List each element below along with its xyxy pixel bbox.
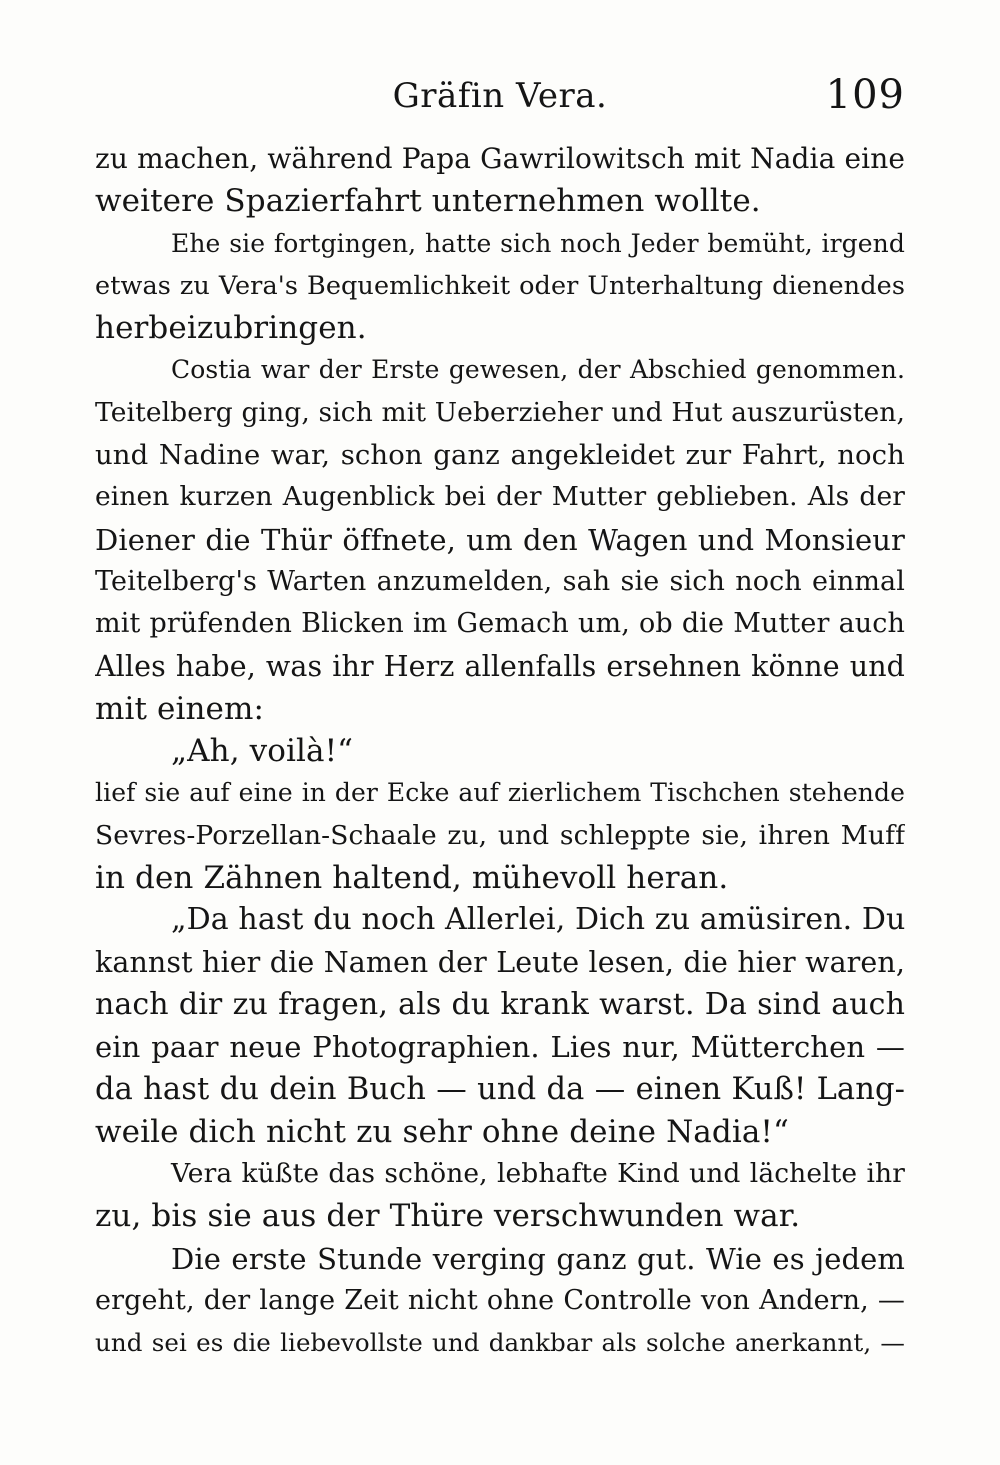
text-line: etwas zu Vera's Bequemlichkeit oder Unterhaltung dienendes	[95, 270, 905, 301]
body-text	[95, 138, 905, 1365]
text-line: „Da hast du noch Allerlei, Dich zu amüsiren. Du	[171, 902, 905, 938]
text-line: Vera küßte das schöne, lebhafte Kind und lächelte ihr	[171, 1158, 905, 1190]
text-line: Teitelberg's Warten anzumelden, sah sie sich noch einmal	[95, 565, 905, 597]
text-line: da hast du dein Buch — und da — einen Kuß! Lang-	[95, 1071, 905, 1107]
text-line: Teitelberg ging, sich mit Ueberzieher und Hut auszurüsten,	[95, 396, 905, 428]
text-line: Diener die Thür öffnete, um den Wagen und Monsieur	[95, 522, 905, 557]
text-line: zu machen, während Papa Gawrilowitsch mit Nadia eine	[95, 142, 905, 175]
running-title: Gräfin Vera.	[392, 76, 608, 116]
text-line: weile dich nicht zu sehr ohne deine Nadia!“	[95, 1113, 789, 1150]
page-number: 109	[825, 72, 905, 118]
text-line: nach dir zu fragen, als du krank warst. Da sind auch	[95, 986, 905, 1022]
text-line: und Nadine war, schon ganz angekleidet zur Fahrt, noch	[95, 439, 905, 472]
text-line: kannst hier die Namen der Leute lesen, die hier waren,	[95, 945, 905, 979]
running-head	[95, 68, 905, 118]
text-line: ein paar neue Photographien. Lies nur, Mütterchen —	[95, 1030, 905, 1065]
text-line: Sevres-Porzellan-Schaale zu, und schleppte sie, ihren Muff	[95, 819, 905, 851]
text-line: weitere Spazierfahrt unternehmen wollte.	[95, 183, 761, 220]
text-line: in den Zähnen haltend, mühevoll heran.	[95, 860, 729, 897]
text-line: mit einem:	[95, 690, 265, 727]
text-line: zu, bis sie aus der Thüre verschwunden war.	[95, 1198, 801, 1235]
text-line: ergeht, der lange Zeit nicht ohne Controlle von Andern, —	[95, 1285, 905, 1317]
text-line: mit prüfenden Blicken im Gemach um, ob die Mutter auch	[95, 608, 905, 640]
text-line: lief sie auf eine in der Ecke auf zierlichem Tischchen stehende	[95, 778, 905, 808]
text-line: Alles habe, was ihr Herz allenfalls ersehnen könne und	[95, 649, 905, 683]
text-line: und sei es die liebevollste und dankbar als solche anerkannt, —	[95, 1328, 905, 1358]
text-line: Ehe sie fortgingen, hatte sich noch Jeder bemüht, irgend	[171, 228, 905, 258]
text-line: Die erste Stunde verging ganz gut. Wie es jedem	[171, 1241, 905, 1276]
text-line: „Ah, voilà!“	[171, 733, 354, 770]
text-line: herbeizubringen.	[95, 310, 367, 347]
text-line: Costia war der Erste gewesen, der Abschied genommen.	[171, 355, 905, 385]
text-line: einen kurzen Augenblick bei der Mutter geblieben. Als der	[95, 481, 905, 513]
